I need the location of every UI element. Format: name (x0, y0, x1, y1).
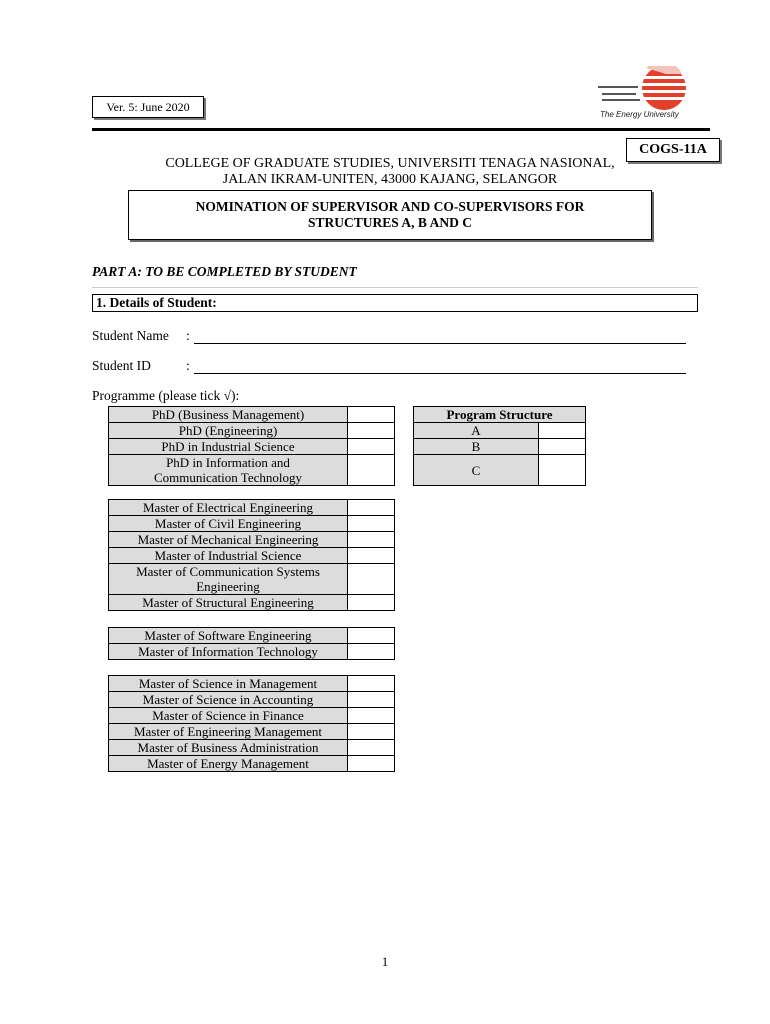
programme-name (109, 724, 348, 740)
structure-option-label: C (414, 455, 539, 486)
programme-name (109, 676, 348, 692)
programme-row (109, 724, 395, 740)
programme-row (109, 740, 395, 756)
programme-name (109, 708, 348, 724)
form-code: COGS-11A (626, 138, 720, 162)
programme-name-line: Master of Industrial Science (154, 548, 302, 563)
programme-name (109, 407, 348, 423)
programme-name (109, 628, 348, 644)
programme-row (109, 676, 395, 692)
form-title (128, 190, 652, 240)
programme-name (109, 756, 348, 772)
programme-tick-cell[interactable] (348, 439, 395, 455)
structure-tick-cell[interactable] (539, 423, 586, 439)
structure-tick-cell[interactable] (539, 439, 586, 455)
programme-tick-cell[interactable] (348, 740, 395, 756)
programme-tick-cell[interactable] (348, 676, 395, 692)
programme-name-line: Master of Electrical Engineering (142, 500, 313, 515)
programme-row (109, 532, 395, 548)
student-id-label: Student ID (92, 358, 151, 373)
programme-name-line: Master of Information Technology (138, 644, 318, 659)
version-box: Ver. 5: June 2020 (92, 96, 204, 118)
programme-name-line: PhD (Business Management) (151, 407, 305, 422)
programme-tick-cell[interactable] (348, 548, 395, 564)
programme-name (109, 644, 348, 660)
programme-name-line: Master of Communication Systems (136, 564, 320, 579)
programme-row (109, 564, 395, 595)
programme-row (109, 628, 395, 644)
programme-row (109, 692, 395, 708)
programme-name-line: Communication Technology (154, 470, 302, 485)
structure-option-label: A (414, 423, 539, 439)
page-number: 1 (381, 954, 389, 969)
programme-name-line: PhD in Information and (166, 455, 290, 470)
program-structure-header: Program Structure (414, 407, 586, 423)
programme-name (109, 455, 348, 486)
college-line-1: COLLEGE OF GRADUATE STUDIES, UNIVERSITI TENAGA NASIONAL, (165, 156, 615, 171)
section-title: 1. Details of Student: (92, 294, 698, 312)
form-title-line-2: STRUCTURES A, B AND C (308, 215, 472, 230)
programme-name-line: Master of Engineering Management (133, 724, 323, 739)
programme-name (109, 692, 348, 708)
program-structure-table (413, 406, 586, 486)
programme-tick-cell[interactable] (348, 644, 395, 660)
student-name-field[interactable] (194, 331, 686, 344)
programme-tick-cell[interactable] (348, 595, 395, 611)
programme-row (109, 644, 395, 660)
college-line-2: JALAN IKRAM-UNITEN, 43000 KAJANG, SELANGOR (222, 172, 558, 187)
programme-name-line: Master of Science in Management (138, 676, 318, 691)
programme-name-line: Engineering (196, 579, 260, 594)
programme-name (109, 423, 348, 439)
programme-name (109, 595, 348, 611)
programme-row (109, 500, 395, 516)
logo-text-lines (598, 86, 640, 101)
programme-name (109, 548, 348, 564)
programme-name-line: Master of Science in Finance (152, 708, 304, 723)
programme-row (109, 407, 395, 423)
programme-name (109, 439, 348, 455)
colon: : (186, 328, 190, 343)
programme-name-line: Master of Software Engineering (144, 628, 312, 643)
programme-tick-cell[interactable] (348, 724, 395, 740)
form-title-line-1: NOMINATION OF SUPERVISOR AND CO-SUPERVISORS FOR (195, 199, 585, 214)
programme-row (109, 516, 395, 532)
programme-name-line: Master of Energy Management (147, 756, 309, 771)
structure-tick-cell[interactable] (539, 455, 586, 486)
programme-row (109, 439, 395, 455)
structure-option-label: B (414, 439, 539, 455)
programme-tick-cell[interactable] (348, 756, 395, 772)
programme-tick-cell[interactable] (348, 500, 395, 516)
student-name-row (92, 328, 686, 344)
programme-tick-cell[interactable] (348, 532, 395, 548)
student-name-label: Student Name (92, 328, 169, 343)
programme-label: Programme (please tick √): (92, 388, 240, 403)
programme-name-line: Master of Structural Engineering (142, 595, 314, 610)
header-rule (92, 128, 710, 131)
programme-table-phd (108, 406, 395, 486)
programme-name (109, 500, 348, 516)
programme-row (109, 548, 395, 564)
part-a-rule (92, 287, 698, 288)
programme-tick-cell[interactable] (348, 692, 395, 708)
programme-row (109, 756, 395, 772)
programme-row (109, 423, 395, 439)
programme-name (109, 532, 348, 548)
programme-name-line: Master of Business Administration (137, 740, 319, 755)
logo-tagline: The Energy University (600, 110, 679, 119)
part-a-heading: PART A: TO BE COMPLETED BY STUDENT (92, 264, 357, 279)
programme-table-engineering (108, 499, 395, 611)
programme-name-line: PhD in Industrial Science (161, 439, 295, 454)
programme-row (109, 708, 395, 724)
college-address (120, 156, 660, 188)
programme-tick-cell[interactable] (348, 628, 395, 644)
programme-tick-cell[interactable] (348, 455, 395, 486)
colon: : (186, 358, 190, 373)
programme-tick-cell[interactable] (348, 423, 395, 439)
programme-name (109, 516, 348, 532)
programme-name-line: Master of Mechanical Engineering (137, 532, 319, 547)
programme-name-line: Master of Science in Accounting (142, 692, 314, 707)
programme-name-line: Master of Civil Engineering (154, 516, 302, 531)
programme-name (109, 740, 348, 756)
programme-name-line: PhD (Engineering) (178, 423, 278, 438)
student-id-row (92, 358, 686, 374)
programme-tick-cell[interactable] (348, 407, 395, 423)
programme-table-it (108, 627, 395, 660)
programme-tick-cell[interactable] (348, 564, 395, 595)
student-id-field[interactable] (194, 361, 686, 374)
programme-tick-cell[interactable] (348, 516, 395, 532)
programme-row (109, 455, 395, 486)
programme-name (109, 564, 348, 595)
programme-table-management (108, 675, 395, 772)
programme-tick-cell[interactable] (348, 708, 395, 724)
programme-row (109, 595, 395, 611)
